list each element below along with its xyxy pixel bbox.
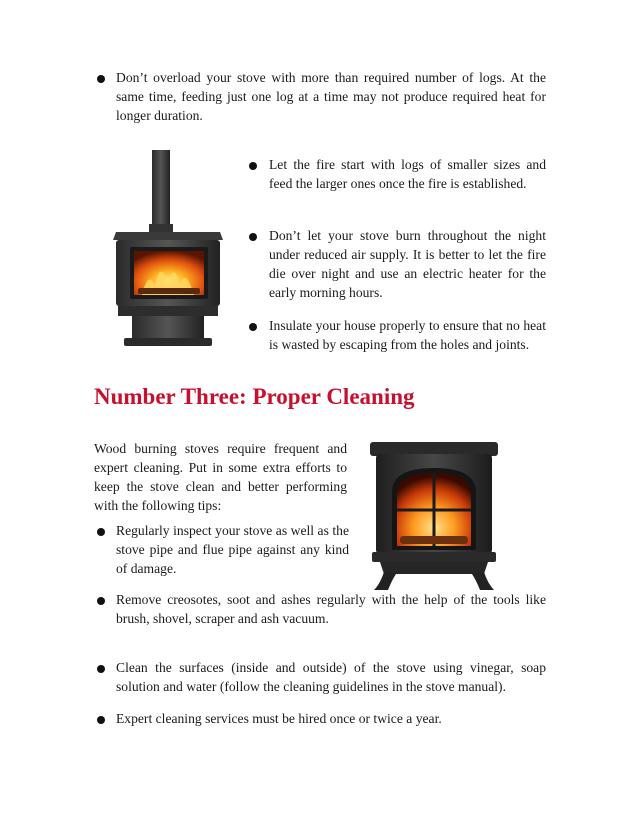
bullet-icon [97, 665, 105, 673]
cast-iron-stove-image [366, 440, 502, 592]
tip-insulate: Insulate your house properly to ensure that no heat is wasted by escaping from the holes and joints. [269, 318, 546, 352]
tip-overload: Don’t overload your stove with more than required number of logs. At the same time, feeding just one log at a time may not produce required heat for longer duration. [116, 70, 546, 123]
section-heading: Number Three: Proper Cleaning [94, 384, 415, 409]
bullet-icon [97, 597, 105, 605]
cleaning-intro: Wood burning stoves require frequent and expert cleaning. Put in some extra efforts to keep the stove clean and better performing with the following tips: [94, 441, 347, 513]
tip-start-small-logs: Let the fire start with logs of smaller sizes and feed the larger ones once the fire is established. [269, 157, 546, 191]
bullet-icon [249, 323, 257, 331]
bullet-icon [249, 162, 257, 170]
tip-expert-cleaning: Expert cleaning services must be hired once or twice a year. [116, 711, 442, 726]
bullet-icon [97, 528, 105, 536]
tip-clean-surfaces: Clean the surfaces (inside and outside) of the stove using vinegar, soap solution and water (follow the cleaning guidelines in the stove manual). [116, 660, 546, 694]
bullet-icon [97, 75, 105, 83]
bullet-icon [97, 716, 105, 724]
wood-stove-image [108, 150, 228, 350]
tip-inspect: Regularly inspect your stove as well as the stove pipe and flue pipe against any kind of damage. [116, 523, 349, 576]
tip-remove-creosote: Remove creosotes, soot and ashes regularly with the help of the tools like brush, shovel, scraper and ash vacuum. [116, 592, 546, 626]
tip-night-burning: Don’t let your stove burn throughout the night under reduced air supply. It is better to let the fire die over night and use an electric heater for the early morning hours. [269, 228, 546, 300]
bullet-icon [249, 233, 257, 241]
